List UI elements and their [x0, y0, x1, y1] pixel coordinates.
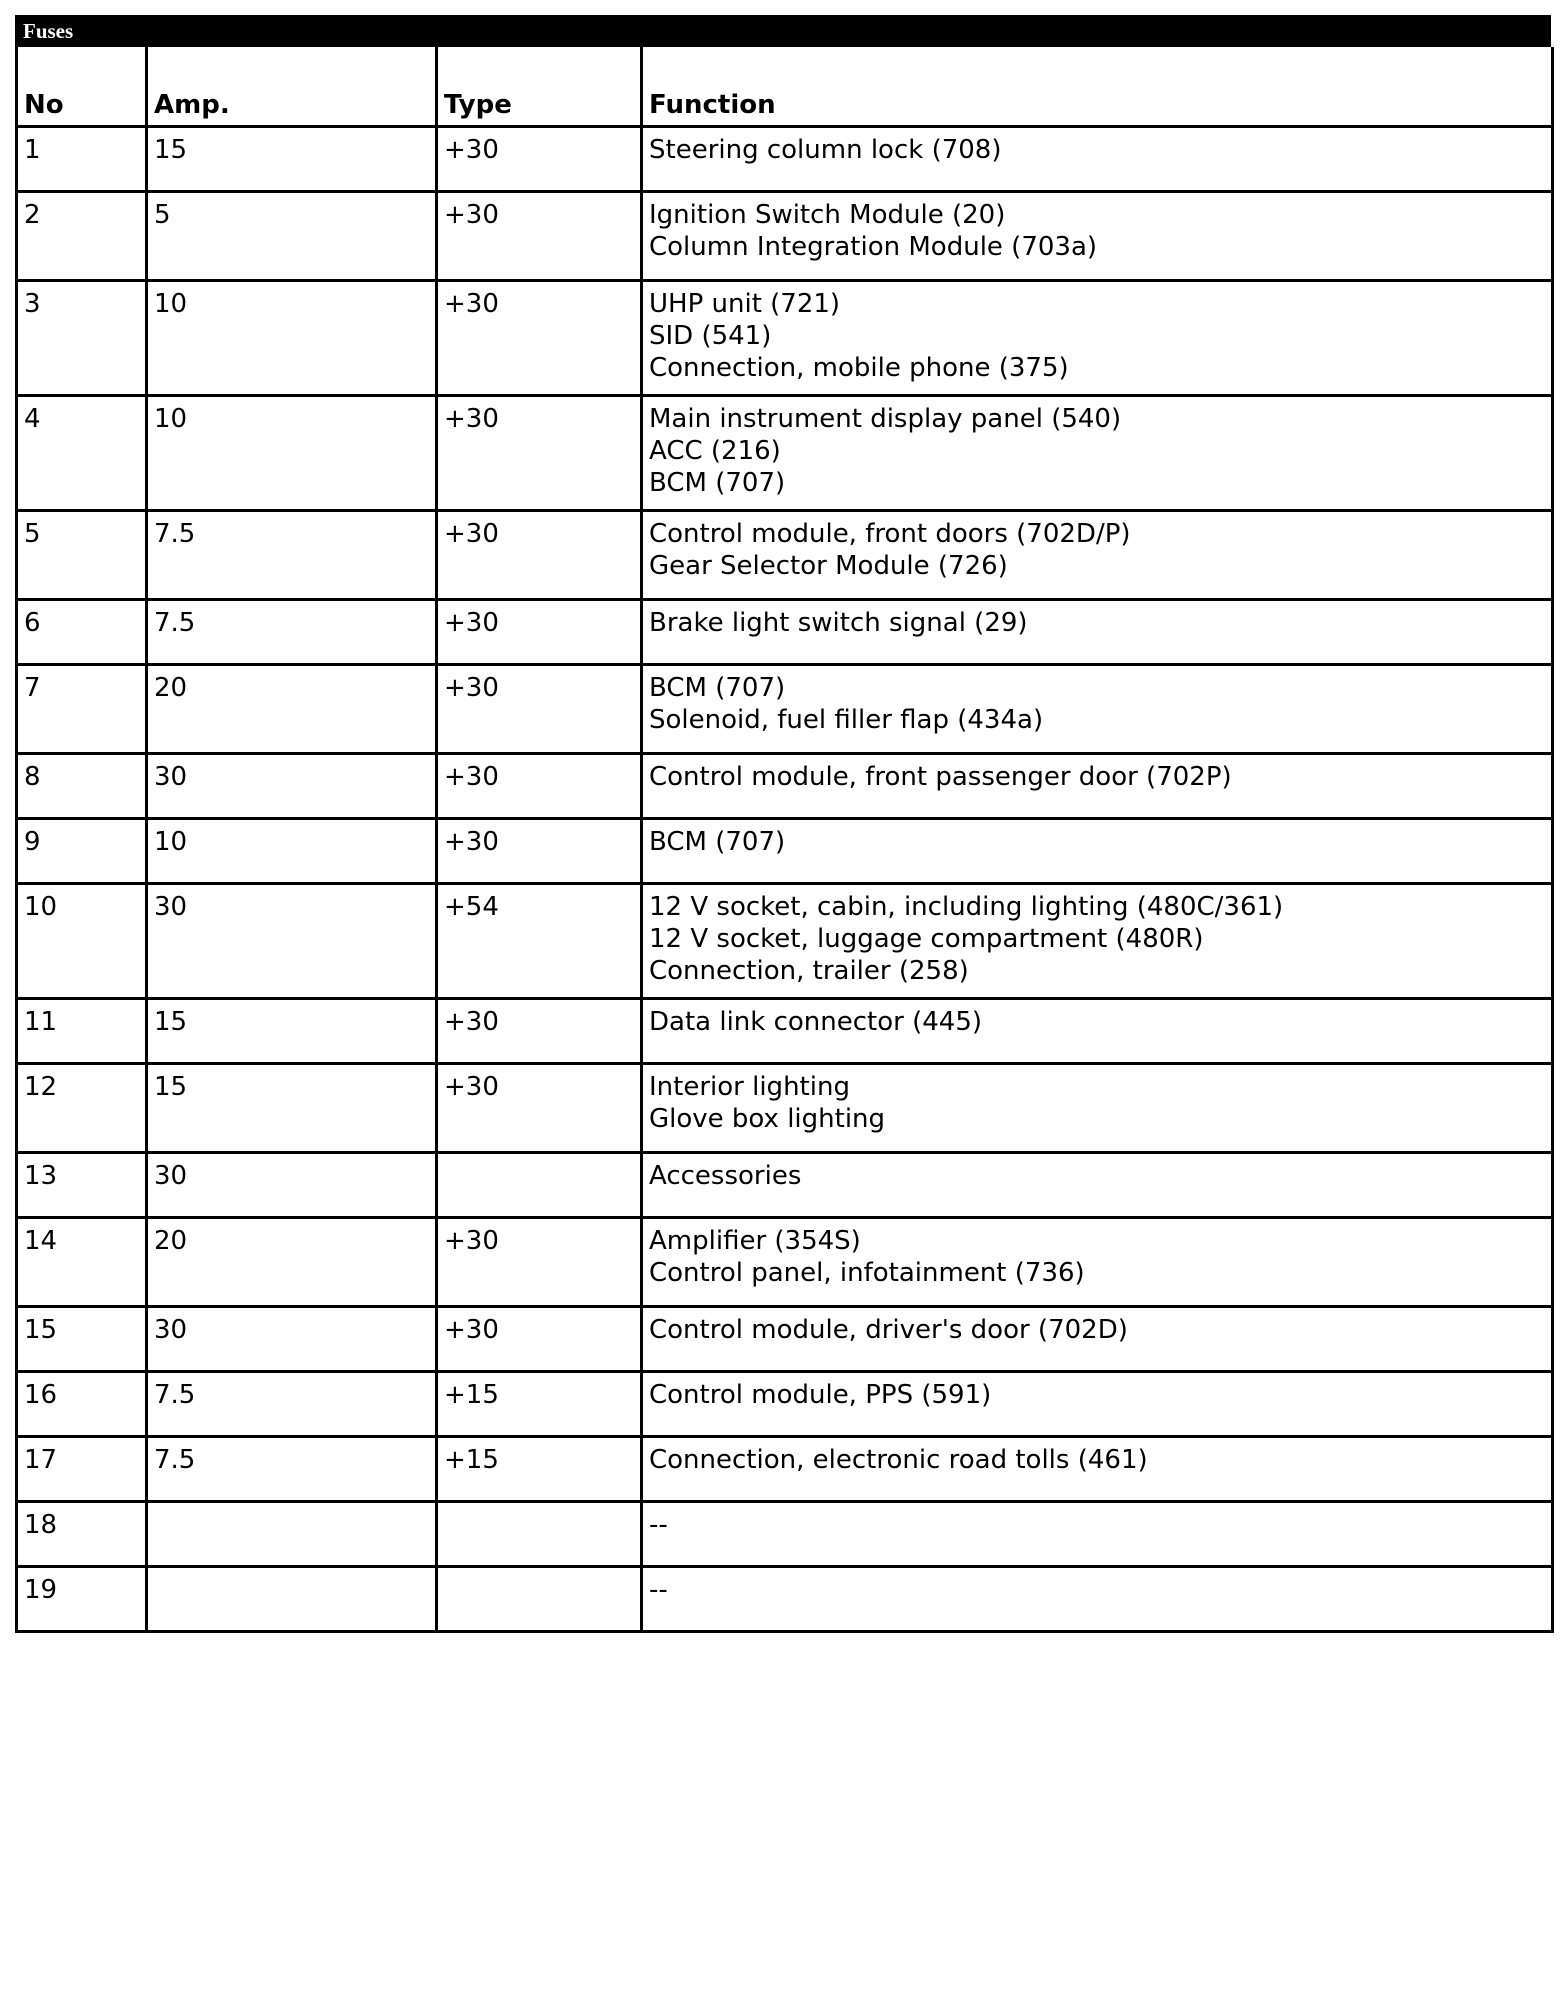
function-line: Main instrument display panel (540) [649, 404, 1122, 434]
fuse-type: +30 [437, 396, 642, 511]
table-row [17, 1307, 1553, 1372]
column-header-type: Type [437, 47, 642, 127]
function-line: ACC (216) [649, 436, 781, 466]
fuse-amperage: 20 [147, 665, 437, 754]
fuse-amperage: 20 [147, 1218, 437, 1307]
header-row [17, 47, 1553, 127]
fuse-function [642, 1153, 1553, 1218]
fuse-function [642, 819, 1553, 884]
function-line: BCM (707) [649, 673, 786, 703]
fuse-function [642, 1218, 1553, 1307]
fuse-type: +15 [437, 1437, 642, 1502]
fuse-function [642, 192, 1553, 281]
table-row [17, 819, 1553, 884]
fuse-amperage: 15 [147, 1064, 437, 1153]
fuse-number: 18 [17, 1502, 147, 1567]
fuse-number: 1 [17, 127, 147, 192]
fuse-type: +15 [437, 1372, 642, 1437]
function-line: Connection, mobile phone (375) [649, 353, 1069, 383]
function-line: Control module, PPS (591) [649, 1380, 992, 1410]
fuse-number: 19 [17, 1567, 147, 1632]
fuse-type [437, 1502, 642, 1567]
table-row [17, 127, 1553, 192]
fuse-amperage: 5 [147, 192, 437, 281]
fuse-amperage [147, 1502, 437, 1567]
fuse-number: 14 [17, 1218, 147, 1307]
function-line: Column Integration Module (703a) [649, 232, 1098, 262]
table-row [17, 999, 1553, 1064]
fuse-amperage: 10 [147, 281, 437, 396]
fuse-type [437, 1153, 642, 1218]
fuse-number: 9 [17, 819, 147, 884]
fuses-table [15, 47, 1554, 1633]
fuse-function [642, 1437, 1553, 1502]
function-line: Steering column lock (708) [649, 135, 1002, 165]
table-row [17, 192, 1553, 281]
fuse-type [437, 1567, 642, 1632]
function-line: Gear Selector Module (726) [649, 551, 1008, 581]
fuse-function [642, 511, 1553, 600]
column-header-amp: Amp. [147, 47, 437, 127]
function-line: Control module, driver's door (702D) [649, 1315, 1128, 1345]
function-line: Glove box lighting [649, 1104, 886, 1134]
table-row [17, 754, 1553, 819]
table-row [17, 1437, 1553, 1502]
fuse-amperage: 30 [147, 884, 437, 999]
function-line: BCM (707) [649, 827, 786, 857]
fuse-amperage: 7.5 [147, 1437, 437, 1502]
fuse-type: +30 [437, 999, 642, 1064]
table-row [17, 1567, 1553, 1632]
fuse-function [642, 1064, 1553, 1153]
function-line: 12 V socket, luggage compartment (480R) [649, 924, 1204, 954]
fuse-amperage [147, 1567, 437, 1632]
fuse-amperage: 10 [147, 819, 437, 884]
fuse-type: +30 [437, 600, 642, 665]
function-line: Connection, electronic road tolls (461) [649, 1445, 1148, 1475]
fuse-number: 10 [17, 884, 147, 999]
fuse-number: 11 [17, 999, 147, 1064]
fuse-amperage: 30 [147, 1307, 437, 1372]
function-line: UHP unit (721) [649, 289, 841, 319]
fuse-amperage: 30 [147, 1153, 437, 1218]
function-line: -- [649, 1510, 668, 1540]
fuse-number: 8 [17, 754, 147, 819]
fuse-function [642, 281, 1553, 396]
function-line: Control module, front passenger door (702P) [649, 762, 1232, 792]
fuse-function [642, 665, 1553, 754]
function-line: Control panel, infotainment (736) [649, 1258, 1085, 1288]
function-line: Brake light switch signal (29) [649, 608, 1028, 638]
function-line: -- [649, 1575, 668, 1605]
fuse-number: 2 [17, 192, 147, 281]
fuse-amperage: 7.5 [147, 511, 437, 600]
fuse-type: +30 [437, 511, 642, 600]
fuse-function [642, 1372, 1553, 1437]
function-line: Interior lighting [649, 1072, 850, 1102]
fuse-function [642, 1502, 1553, 1567]
fuse-number: 6 [17, 600, 147, 665]
function-line: SID (541) [649, 321, 772, 351]
table-row [17, 1372, 1553, 1437]
table-row [17, 1153, 1553, 1218]
function-line: Ignition Switch Module (20) [649, 200, 1006, 230]
fuse-type: +30 [437, 192, 642, 281]
fuse-function [642, 127, 1553, 192]
fuse-type: +30 [437, 1307, 642, 1372]
fuse-type: +54 [437, 884, 642, 999]
fuse-amperage: 7.5 [147, 1372, 437, 1437]
fuse-amperage: 15 [147, 999, 437, 1064]
fuse-number: 15 [17, 1307, 147, 1372]
fuse-function [642, 1307, 1553, 1372]
fuse-amperage: 15 [147, 127, 437, 192]
table-row [17, 1064, 1553, 1153]
section-title: Fuses [15, 15, 1551, 47]
fuse-number: 4 [17, 396, 147, 511]
fuse-type: +30 [437, 754, 642, 819]
fuse-type: +30 [437, 819, 642, 884]
fuse-type: +30 [437, 665, 642, 754]
fuse-number: 13 [17, 1153, 147, 1218]
column-header-function: Function [642, 47, 1553, 127]
fuse-type: +30 [437, 1064, 642, 1153]
table-row [17, 600, 1553, 665]
fuse-function [642, 396, 1553, 511]
fuse-amperage: 7.5 [147, 600, 437, 665]
table-row [17, 396, 1553, 511]
table-row [17, 281, 1553, 396]
function-line: 12 V socket, cabin, including lighting (480C/361) [649, 892, 1284, 922]
fuse-amperage: 10 [147, 396, 437, 511]
table-row [17, 511, 1553, 600]
fuse-number: 3 [17, 281, 147, 396]
fuse-function [642, 600, 1553, 665]
fuse-function [642, 1567, 1553, 1632]
function-line: Amplifier (354S) [649, 1226, 861, 1256]
function-line: Accessories [649, 1161, 802, 1191]
fuse-type: +30 [437, 127, 642, 192]
fuse-function [642, 754, 1553, 819]
function-line: Data link connector (445) [649, 1007, 983, 1037]
fuse-type: +30 [437, 1218, 642, 1307]
function-line: Solenoid, fuel filler flap (434a) [649, 705, 1044, 735]
table-row [17, 665, 1553, 754]
function-line: Control module, front doors (702D/P) [649, 519, 1131, 549]
fuses-sheet [15, 15, 1551, 1633]
fuse-type: +30 [437, 281, 642, 396]
fuse-rows [17, 127, 1553, 1632]
fuse-number: 12 [17, 1064, 147, 1153]
fuse-number: 17 [17, 1437, 147, 1502]
fuse-amperage: 30 [147, 754, 437, 819]
function-line: BCM (707) [649, 468, 786, 498]
fuse-function [642, 884, 1553, 999]
function-line: Connection, trailer (258) [649, 956, 969, 986]
table-row [17, 1218, 1553, 1307]
fuse-function [642, 999, 1553, 1064]
table-row [17, 884, 1553, 999]
fuse-number: 5 [17, 511, 147, 600]
fuse-number: 16 [17, 1372, 147, 1437]
column-header-no: No [17, 47, 147, 127]
fuse-number: 7 [17, 665, 147, 754]
table-row [17, 1502, 1553, 1567]
